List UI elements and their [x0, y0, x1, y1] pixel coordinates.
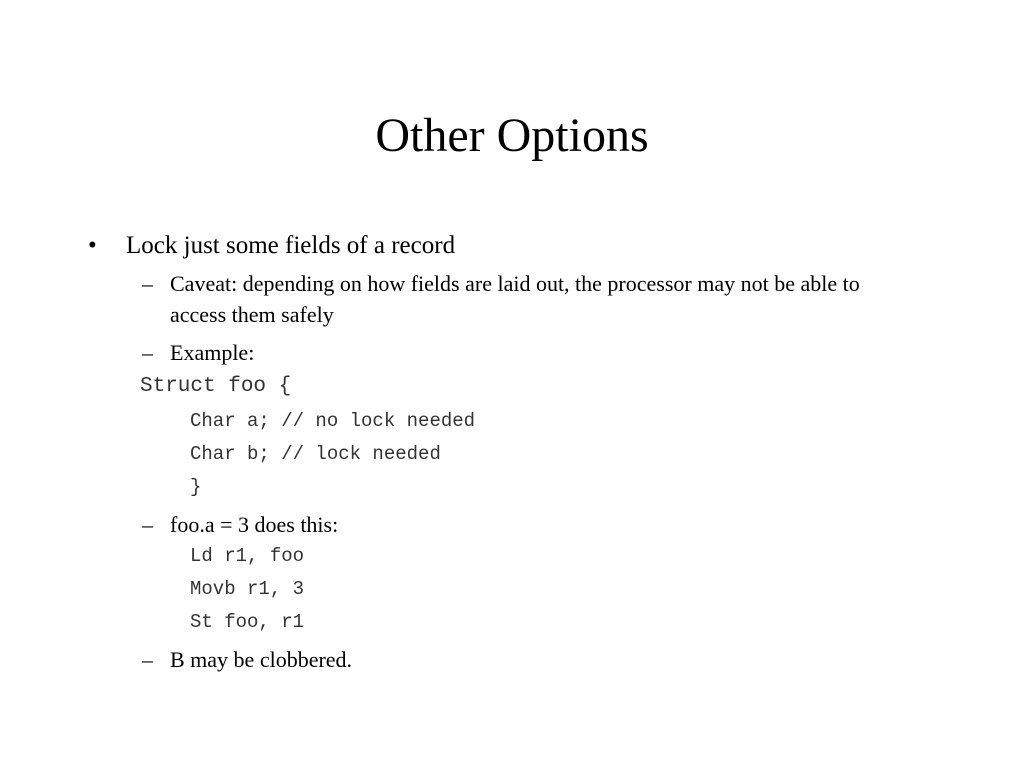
code-asm-line-1: Ld r1, foo	[190, 545, 305, 567]
code-struct-open: Struct foo {	[140, 375, 292, 398]
code-struct-field-a: Char a; // no lock needed	[190, 410, 476, 432]
sub-item-caveat-text: Caveat: depending on how fields are laid out, the processor may not be able to access them safely	[170, 271, 860, 327]
dash-marker: –	[142, 271, 153, 296]
dash-marker: –	[142, 340, 153, 365]
sub-item-clobbered-text: B may be clobbered.	[170, 647, 353, 672]
sub-item-foo-assign-text: foo.a = 3 does this:	[170, 512, 339, 537]
code-struct-field-b: Char b; // lock needed	[190, 443, 441, 465]
sub-item-example-text: Example:	[170, 340, 255, 365]
slide-title: Other Options	[375, 109, 649, 162]
bullet-text: Lock just some fields of a record	[126, 232, 456, 259]
dash-marker: –	[142, 512, 153, 537]
code-asm-line-2: Movb r1, 3	[190, 578, 305, 600]
code-asm-line-3: St foo, r1	[190, 611, 305, 633]
code-struct-close: }	[190, 476, 202, 498]
dash-marker: –	[142, 647, 153, 672]
bullet-marker: •	[88, 232, 97, 259]
